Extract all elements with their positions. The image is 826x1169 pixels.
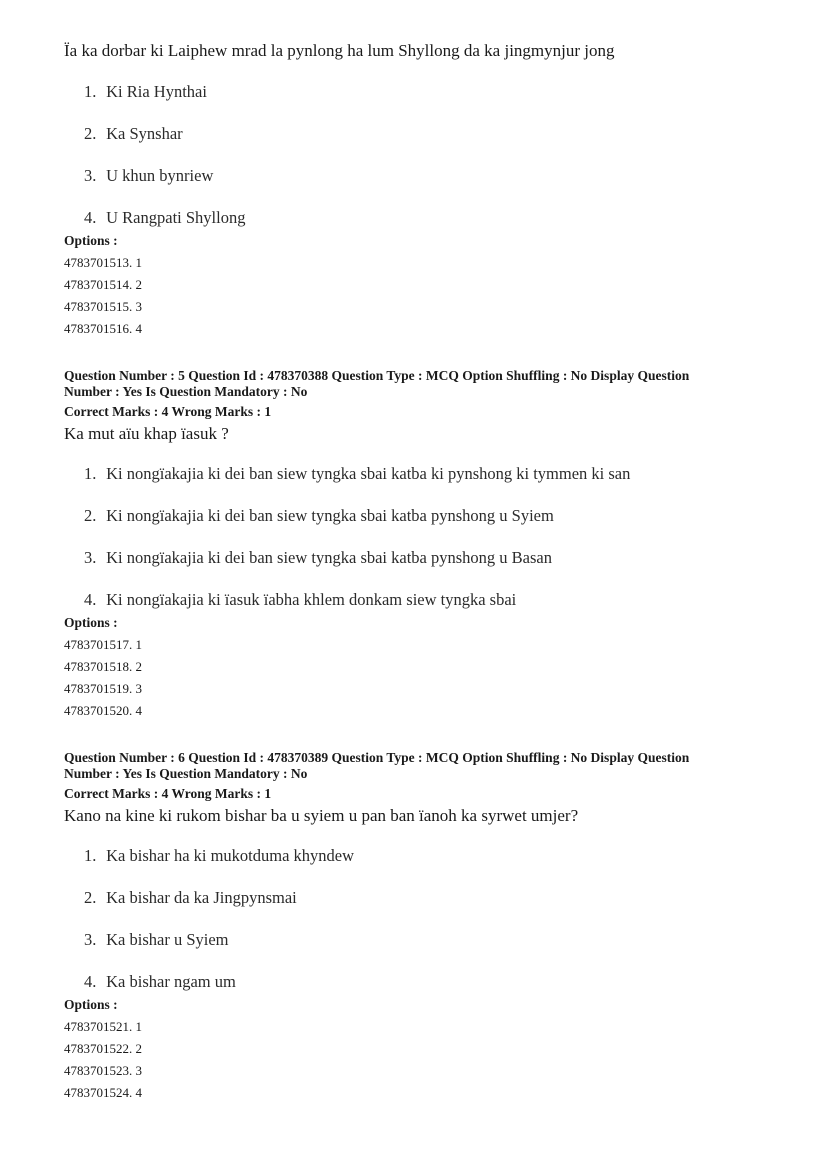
choice-item [84,548,552,568]
choice-text: Ka Synshar [106,124,183,143]
choice-item [84,82,207,102]
choice-text: U khun bynriew [106,166,214,185]
choice-text: Ka bishar u Syiem [106,930,229,949]
choice-number: 4. [84,972,97,991]
question-meta: Question Number : 5 Question Id : 478370388 Question Type : MCQ Option Shuffling : No Display Question [64,368,690,383]
choice-number: 4. [84,208,97,227]
option-id: 4783701513. 1 [64,255,142,270]
choice-text: Ka bishar ngam um [106,972,236,991]
option-id: 4783701517. 1 [64,637,142,652]
choice-number: 4. [84,590,97,609]
choice-item [84,590,516,610]
option-id: 4783701521. 1 [64,1019,142,1034]
choice-text: U Rangpati Shyllong [106,208,246,227]
option-id: 4783701518. 2 [64,659,142,674]
question-meta: Number : Yes Is Question Mandatory : No [64,384,308,399]
choice-text: Ki Ria Hynthai [106,82,207,101]
choice-text: Ki nongïakajia ki dei ban siew tyngka sbai katba pynshong u Syiem [106,506,554,525]
choice-text: Ka bishar ha ki mukotduma khyndew [106,846,355,865]
marks-line: Correct Marks : 4 Wrong Marks : 1 [64,786,272,801]
option-id: 4783701520. 4 [64,703,142,718]
choice-text: Ki nongïakajia ki dei ban siew tyngka sbai katba ki pynshong ki tymmen ki san [106,464,631,483]
choice-number: 1. [84,82,97,101]
choice-number: 3. [84,548,97,567]
choice-item [84,846,354,866]
choice-text: Ki nongïakajia ki ïasuk ïabha khlem donkam siew tyngka sbai [106,590,517,609]
choice-number: 2. [84,888,97,907]
option-id: 4783701522. 2 [64,1041,142,1056]
choice-number: 1. [84,846,97,865]
question-text: Kano na kine ki rukom bishar ba u syiem u pan ban ïanoh ka syrwet umjer? [64,806,579,825]
choice-number: 2. [84,506,97,525]
choice-item [84,506,554,526]
option-id: 4783701514. 2 [64,277,142,292]
option-id: 4783701516. 4 [64,321,142,336]
question-meta: Question Number : 6 Question Id : 478370389 Question Type : MCQ Option Shuffling : No Display Question [64,750,690,765]
choice-number: 1. [84,464,97,483]
choice-number: 3. [84,166,97,185]
choice-item [84,166,213,186]
choice-item [84,888,297,908]
option-id: 4783701519. 3 [64,681,142,696]
option-id: 4783701524. 4 [64,1085,142,1100]
options-label: Options : [64,997,118,1012]
choice-text: Ki nongïakajia ki dei ban siew tyngka sbai katba pynshong u Basan [106,548,552,567]
question-text: Ka mut aïu khap ïasuk ? [64,424,229,443]
option-id: 4783701515. 3 [64,299,142,314]
choice-item [84,208,245,228]
choice-item [84,464,630,484]
choice-number: 3. [84,930,97,949]
options-label: Options : [64,615,118,630]
choice-item [84,972,236,992]
choice-item [84,930,228,950]
options-label: Options : [64,233,118,248]
option-id: 4783701523. 3 [64,1063,142,1078]
question-text: Ïa ka dorbar ki Laiphew mrad la pynlong ha lum Shyllong da ka jingmynjur jong [64,41,615,60]
choice-text: Ka bishar da ka Jingpynsmai [106,888,297,907]
choice-item [84,124,183,144]
question-meta: Number : Yes Is Question Mandatory : No [64,766,308,781]
choice-number: 2. [84,124,97,143]
marks-line: Correct Marks : 4 Wrong Marks : 1 [64,404,272,419]
